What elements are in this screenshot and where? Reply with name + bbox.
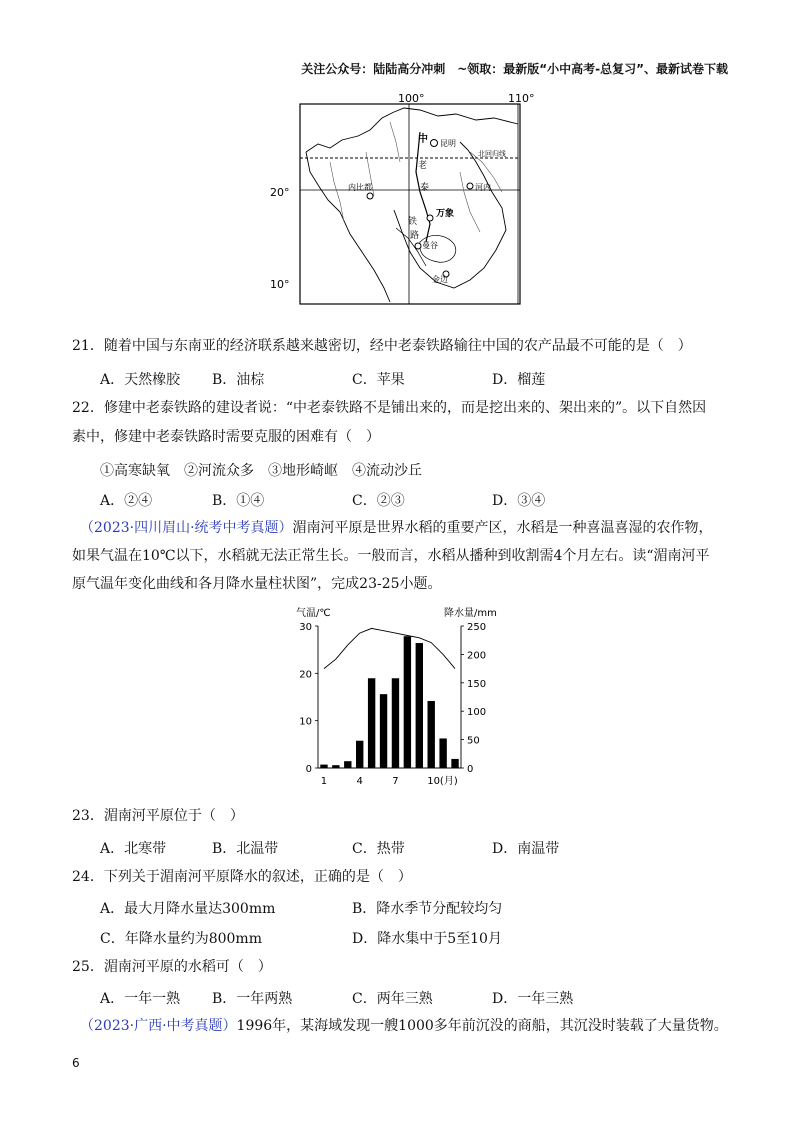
left-tick-label: 0 xyxy=(305,764,312,775)
southeast-asia-map xyxy=(270,92,535,312)
map-label-henei: 河内 xyxy=(475,183,491,192)
left-tick-label: 20 xyxy=(299,669,312,681)
map-label-lu: 路 xyxy=(410,231,420,241)
q21-option-d: D．榴莲 xyxy=(492,372,546,388)
q22-stem-line1: 22．修建中老泰铁路的建设者说：“中老泰铁路不是铺出来的，而是挖出来的、架出来的”。以下自然因 xyxy=(72,400,707,416)
q22-option-b: B．①④ xyxy=(212,493,265,509)
passage2-source: （2023·广西·中考真题） xyxy=(80,1018,237,1034)
right-tick-label: 50 xyxy=(467,735,480,747)
precip-bar xyxy=(356,741,363,768)
x-tick-label: 1 xyxy=(320,776,328,787)
passage2 xyxy=(80,1012,728,1040)
precip-bar xyxy=(344,761,351,768)
page-header: 关注公众号：陆陆高分冲刺 ~领取：最新版“小中高考-总复习”、最新试卷下载 xyxy=(301,62,728,76)
passage1-line1: 湄南河平原是世界水稻的重要产区，水稻是一种喜温喜湿的农作物， xyxy=(292,520,713,536)
naypyidaw-marker xyxy=(367,193,373,199)
q25-option-c: C．两年三熟 xyxy=(352,991,433,1007)
lat-label-10: 10° xyxy=(270,278,290,291)
precip-bar xyxy=(416,643,423,768)
precip-bar xyxy=(451,759,458,768)
map-label-jinbian: 金边 xyxy=(432,275,448,284)
q22-option-d: D．③④ xyxy=(492,493,546,509)
precip-bar xyxy=(439,738,446,768)
q25-stem: 25．湄南河平原的水稻可（ ） xyxy=(72,959,272,975)
page-number: 6 xyxy=(72,1056,80,1070)
q24-stem: 24．下列关于湄南河平原降水的叙述，正确的是（ ） xyxy=(72,869,412,885)
q24-option-d: D．降水集中于5至10月 xyxy=(352,931,502,947)
precip-bar xyxy=(428,701,435,768)
hanoi-marker xyxy=(467,183,473,189)
map-label-tai: 泰 xyxy=(420,183,430,193)
right-tick-label: 100 xyxy=(467,707,487,719)
q25-option-a: A．一年一熟 xyxy=(100,991,181,1007)
q22-stem-line2: 素中，修建中老泰铁路时需要克服的困难有（ ） xyxy=(72,429,380,445)
bangkok-marker xyxy=(415,243,421,249)
q22-items: ①高寒缺氧 ②河流众多 ③地形崎岖 ④流动沙丘 xyxy=(100,463,422,479)
precip-bar xyxy=(368,678,375,768)
map-label-wanxiang: 万象 xyxy=(436,209,455,219)
passage2-text: 1996年，某海域发现一艘1000多年前沉没的商船，其沉没时装载了大量货物。 xyxy=(236,1018,728,1034)
q23-option-d: D．南温带 xyxy=(492,841,560,857)
right-tick-label: 0 xyxy=(467,764,474,775)
q21-option-a: A．天然橡胶 xyxy=(100,372,181,388)
x-tick-label: 7 xyxy=(392,776,399,787)
passage1-line3: 原气温年变化曲线和各月降水量柱状图”，完成23-25小题。 xyxy=(72,576,442,592)
precip-bar xyxy=(320,765,327,768)
q24-option-c: C．年降水量约为800mm xyxy=(100,931,262,947)
left-tick-label: 10 xyxy=(299,716,312,728)
map-label-tie: 铁 xyxy=(408,217,418,227)
precip-bar xyxy=(392,678,399,768)
passage1-source: （2023·四川眉山·统考中考真题） xyxy=(80,520,293,536)
lon-label-100: 100° xyxy=(398,92,425,105)
q21-option-c: C．苹果 xyxy=(352,372,405,388)
q25-option-d: D．一年三熟 xyxy=(492,991,574,1007)
q23-option-b: B．北温带 xyxy=(212,841,279,857)
precip-bar xyxy=(380,694,387,768)
lon-label-110: 110° xyxy=(508,92,535,105)
temperature-curve xyxy=(324,628,455,668)
right-axis-label: 降水量/mm xyxy=(444,608,497,619)
q24-option-a: A．最大月降水量达300mm xyxy=(100,901,276,917)
q22-option-a: A．②④ xyxy=(100,493,153,509)
q23-stem: 23．湄南河平原位于（ ） xyxy=(72,808,244,824)
right-tick-label: 250 xyxy=(467,622,487,633)
precip-bar xyxy=(332,765,339,768)
map-label-zhong: 中 xyxy=(418,134,428,145)
map-label-kunming: 昆明 xyxy=(440,139,456,148)
q25-option-b: B．一年两熟 xyxy=(212,991,293,1007)
q21-option-b: B．油棕 xyxy=(212,372,265,388)
map-label-tropic: 北回归线 xyxy=(478,150,506,158)
left-tick-label: 30 xyxy=(299,622,312,633)
vientiane-marker xyxy=(427,215,433,221)
climate-chart xyxy=(288,604,512,790)
passage1 xyxy=(72,514,740,598)
q22-option-c: C．②③ xyxy=(352,493,405,509)
right-tick-label: 150 xyxy=(467,678,487,690)
map-label-mangu: 曼谷 xyxy=(422,241,438,250)
map-label-lao: 老 xyxy=(418,161,428,171)
q21-stem: 21．随着中国与东南亚的经济联系越来越密切，经中老泰铁路输往中国的农产品最不可能的是（ ） xyxy=(72,338,692,354)
x-tick-label: 10(月) xyxy=(427,776,458,787)
left-axis-label: 气温/℃ xyxy=(296,608,331,619)
map-label-neibidu: 内比都 xyxy=(348,183,372,192)
q23-option-a: A．北寒带 xyxy=(100,841,167,857)
lat-label-20: 20° xyxy=(270,186,290,199)
q23-option-c: C．热带 xyxy=(352,841,405,857)
passage1-line2: 如果气温在10℃以下，水稻就无法正常生长。一般而言，水稻从播种到收割需4个月左右。读“湄南河平 xyxy=(72,548,710,564)
right-tick-label: 200 xyxy=(467,650,487,662)
q24-option-b: B．降水季节分配较均匀 xyxy=(352,901,503,917)
x-tick-label: 4 xyxy=(356,776,363,787)
precip-bar xyxy=(404,636,411,768)
kunming-marker xyxy=(431,140,438,147)
